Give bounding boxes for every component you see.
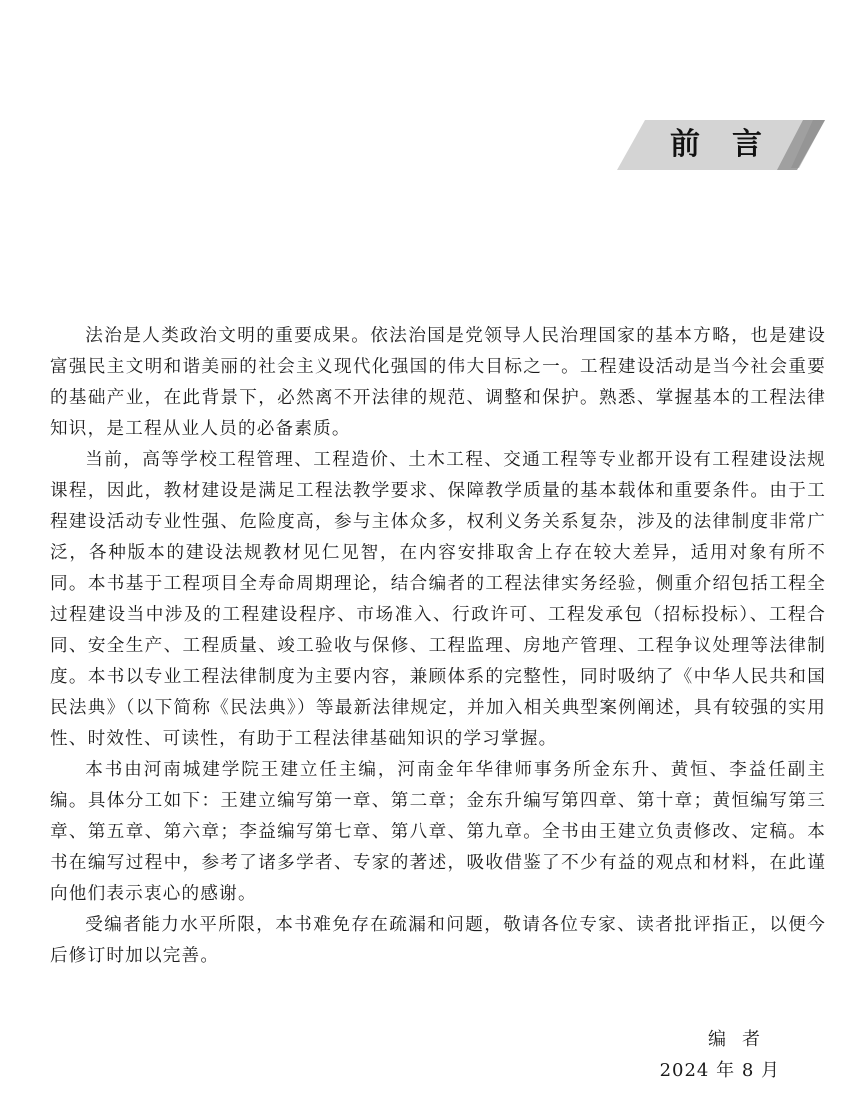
signature-block bbox=[660, 1024, 780, 1086]
paragraph: 本书由河南城建学院王建立任主编，河南金年华律师事务所金东升、黄恒、李益任副主编。具体分工如下：王建立编写第一章、第二章；金东升编写第四章、第十章；黄恒编写第三章、第五章、第六章；李益编写第七章、第八章、第九章。全书由王建立负责修改、定稿。本书在编写过程中，参考了诸多学者、专家的著述，吸收借鉴了不少有益的观点和材料，在此谨向他们表示衷心的感谢。 bbox=[50, 760, 826, 904]
paragraph: 受编者能力水平所限，本书难免存在疏漏和问题，敬请各位专家、读者批评指正，以便今后修订时加以完善。 bbox=[50, 915, 826, 966]
paragraph: 当前，高等学校工程管理、工程造价、土木工程、交通工程等专业都开设有工程建设法规课程，因此，教材建设是满足工程法教学要求、保障教学质量的基本载体和重要条件。由于工程建设活动专业性强、危险度高，参与主体众多，权利义务关系复杂，涉及的法律制度非常广泛，各种版本的建设法规教材见仁见智，在内容安排取舍上存在较大差异，适用对象有所不同。本书基于工程项目全寿命周期理论，结合编者的工程法律实务经验，侧重介绍包括工程全过程建设当中涉及的工程建设程序、市场准入、行政许可、工程发承包（招标投标）、工程合同、安全生产、工程质量、竣工验收与保修、工程监理、房地产管理、工程争议处理等法律制度。本书以专业工程法律制度为主要内容，兼顾体系的完整性，同时吸纳了《中华人民共和国民法典》（以下简称《民法典》）等最新法律规定，并加入相关典型案例阐述，具有较强的实用性、时效性、可读性，有助于工程法律基础知识的学习掌握。 bbox=[50, 450, 826, 749]
page-title: 前言 bbox=[670, 127, 794, 162]
preface-title-banner bbox=[617, 120, 825, 170]
signature-author: 编者 bbox=[708, 1029, 776, 1050]
paragraph: 法治是人类政治文明的重要成果。依法治国是党领导人民治理国家的基本方略，也是建设富强民主文明和谐美丽的社会主义现代化强国的伟大目标之一。工程建设活动是当今社会重要的基础产业，在此背景下，必然离不开法律的规范、调整和保护。熟悉、掌握基本的工程法律知识，是工程从业人员的必备素质。 bbox=[50, 326, 826, 439]
preface-body bbox=[50, 321, 826, 972]
signature-date: 2024 年 8 月 bbox=[659, 1060, 780, 1081]
